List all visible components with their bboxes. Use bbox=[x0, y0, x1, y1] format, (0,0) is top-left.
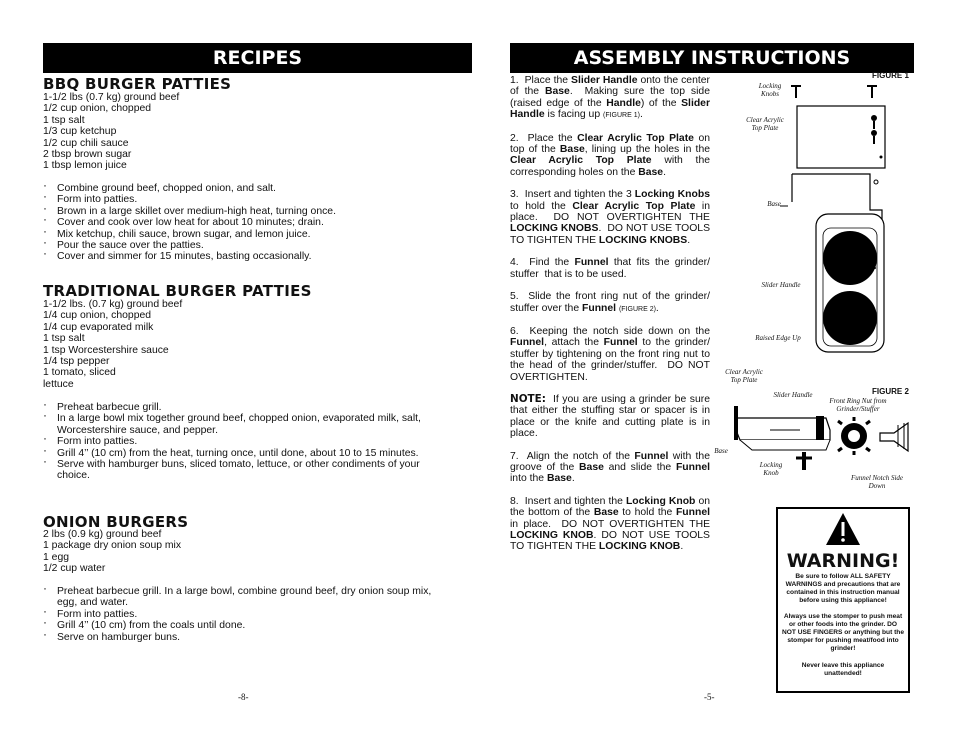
warning-icon bbox=[825, 512, 861, 546]
warning-box bbox=[776, 507, 910, 693]
steps-bbq: · Combine ground beef, chopped onion, and salt. · Form into patties. · Brown in a large skillet over medium-high heat, turning once. · Cover and cook over low heat for about 10 minutes; drain. · Mix ketchup, chili sauce, brown sugar, and lemon juice. · Pour the sauce over the patties. · Cover and simmer for 15 minutes, basting occasionally. bbox=[43, 183, 443, 263]
step-4: 4. Find the Funnel that fits the grinder/ stuffer that is to be used. bbox=[510, 257, 710, 280]
step-2: 2. Place the Clear Acrylic Top Plate on top of the Base, lining up the holes in the Clear Acrylic Top Plate with the corresponding holes on the Base. bbox=[510, 132, 711, 178]
figure1-diagram bbox=[780, 78, 890, 358]
caption-base: Base bbox=[767, 200, 781, 208]
steps-onion: · Preheat barbecue grill. In a large bowl, combine ground beef, dry onion soup mix, egg, and water. · Form into patties. · Grill 4’’ (10 cm) from the coals until done. · Serve on hamburger buns. bbox=[43, 586, 443, 643]
step-8: 8. Insert and tighten the Locking Knob on the bottom of the Base to hold the Funnel in place. DO NOT OVERTIGHTEN THE LOCKING KNOB. DO NOT USE TOOLS TO TIGHTEN THE LOCKING KNOB. bbox=[510, 495, 711, 553]
step-6: 6. Keeping the notch side down on the Funnel, attach the Funnel to the grinder/ stuffer by tightening on the front ring nut to the head of the grinder/stuffer. DO NOT OVERTIGHTEN. bbox=[510, 325, 710, 383]
recipe-title-traditional: TRADITIONAL BURGER PATTIES bbox=[43, 282, 312, 300]
caption-fig2-funnel: Funnel Notch Side Down bbox=[850, 474, 904, 490]
figure1-label: FIGURE 1 bbox=[872, 71, 909, 80]
figure2-diagram bbox=[730, 400, 914, 480]
caption-fig2-slider-handle: Slider Handle bbox=[773, 391, 813, 399]
note: NOTE: If you are using a grinder be sure that either the stuffing star or spacer is in place or the knife and cutting plate is in place. bbox=[510, 392, 710, 440]
caption-fig2-front-ring-nut: Front Ring Nut from Grinder/Stuffer bbox=[829, 397, 887, 413]
recipe-title-bbq: BBQ BURGER PATTIES bbox=[43, 75, 232, 93]
step-7: 7. Align the notch of the Funnel with the groove of the Base and slide the Funnel into the Base. bbox=[510, 450, 710, 485]
page-number-right: -5- bbox=[704, 692, 715, 702]
caption-slider-handle: Slider Handle bbox=[761, 281, 801, 289]
assembly-header: ASSEMBLY INSTRUCTIONS bbox=[510, 43, 914, 73]
warning-title: WARNING! bbox=[786, 550, 900, 572]
warning-text-3: Never leave this appliance unattended! bbox=[801, 662, 885, 677]
caption-raised-edge-up: Raised Edge Up bbox=[755, 334, 801, 342]
caption-fig2-top-plate: Clear Acrylic Top Plate bbox=[725, 368, 763, 384]
assembly-instructions bbox=[510, 75, 710, 564]
caption-fig2-locking-knob: Locking Knob bbox=[759, 461, 783, 477]
step-3: 3. Insert and tighten the 3 Locking Knobs to hold the Clear Acrylic Top Plate in place. DO NOT OVERTIGHTEN THE LOCKING KNOBS. DO NOT USE TOOLS TO TIGHTEN THE LOCKING KNOBS. bbox=[510, 189, 710, 246]
caption-clear-acrylic-top-plate: Clear Acrylic Top Plate bbox=[746, 116, 784, 132]
warning-text-2: Always use the stomper to push meat or other foods into the grinder. DO NOT USE FINGERS or anything but the stomper for pushing meat/food into grinder! bbox=[782, 613, 904, 652]
recipe-title-onion: ONION BURGERS bbox=[43, 513, 189, 531]
caption-fig2-base: Base bbox=[714, 447, 728, 455]
step-5: 5. Slide the front ring nut of the grinder/ stuffer over the Funnel (FIGURE 2). bbox=[510, 291, 710, 314]
steps-traditional: · Preheat barbecue grill. · In a large bowl mix together ground beef, chopped onion, evaporated milk, salt, Worcestershire sauce, and pepper. · Form into patties. · Grill 4’’ (10 cm) from the heat, turning once, until done, about 10 to 15 minutes. · Serve with hamburger buns, sliced tomato, lettuce, or other condiments of your choice. bbox=[43, 402, 443, 482]
page-number-left: -8- bbox=[238, 692, 249, 702]
step-1: 1. Place the Slider Handle onto the center of the Base. Making sure the top side (raised edge of the Handle) of the Slider Handle is facing up (FIGURE 1). bbox=[510, 75, 710, 121]
figure2-label: FIGURE 2 bbox=[872, 387, 909, 396]
ingredients-traditional: 1-1/2 lbs. (0.7 kg) ground beef 1/4 cup onion, chopped 1/4 cup evaporated milk 1 tsp salt 1 tsp Worcestershire sauce 1/4 tsp pepper 1 tomato, sliced lettuce bbox=[43, 299, 183, 390]
recipes-header: RECIPES bbox=[43, 43, 472, 73]
ingredients-bbq: 1-1/2 lbs (0.7 kg) ground beef 1/2 cup onion, chopped 1 tsp salt 1/3 cup ketchup 1/2 cup chili sauce 2 tbsp brown sugar 1 tbsp lemon juice bbox=[43, 92, 180, 172]
ingredients-onion: 2 lbs (0.9 kg) ground beef 1 package dry onion soup mix 1 egg 1/2 cup water bbox=[43, 529, 182, 575]
caption-locking-knobs: Locking Knobs bbox=[758, 82, 782, 98]
warning-text-1: Be sure to follow ALL SAFETY WARNINGS and precautions that are contained in this instruction manual before using this appliance! bbox=[785, 573, 901, 604]
